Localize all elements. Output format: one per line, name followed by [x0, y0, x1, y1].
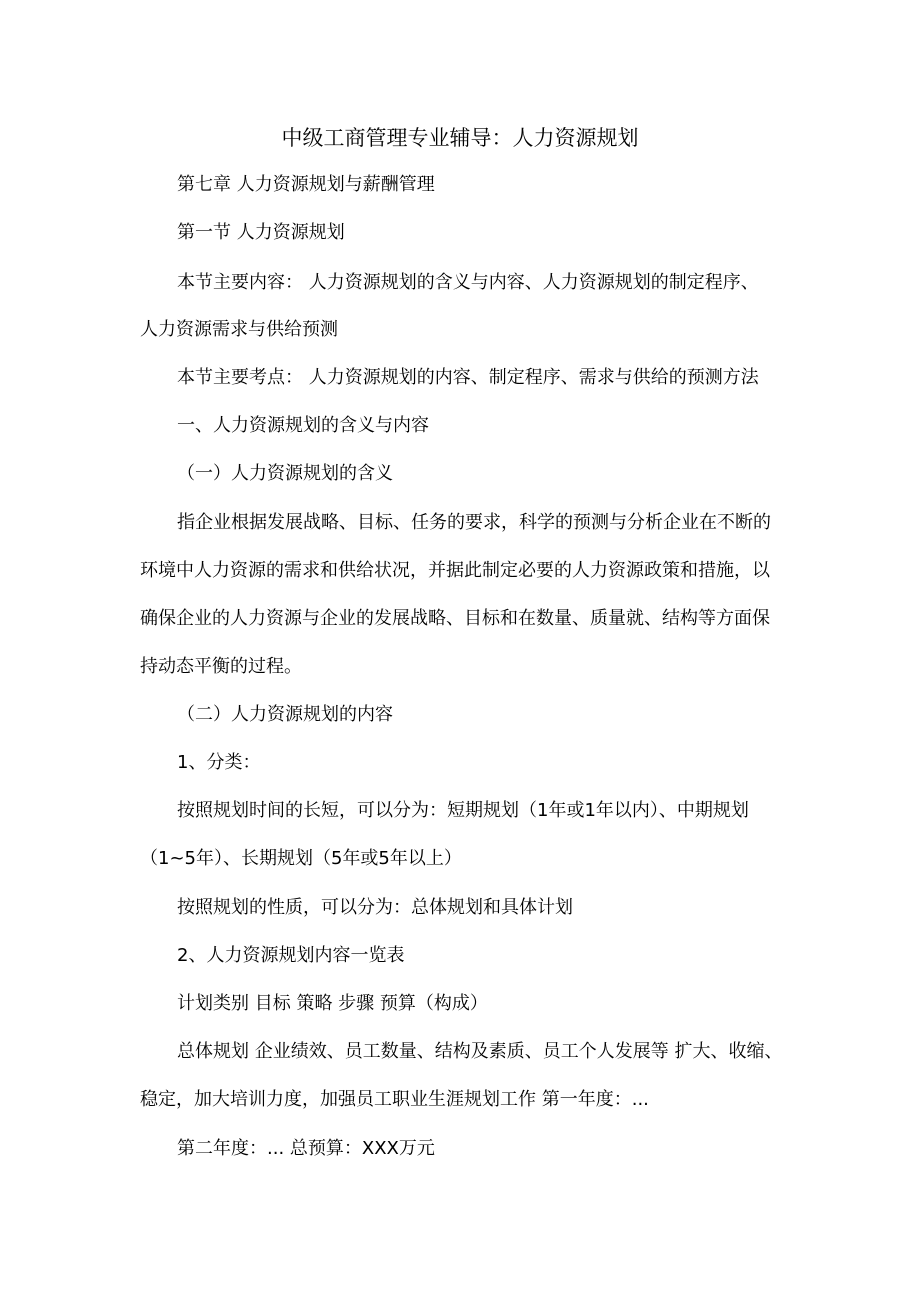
- paragraph-line: 环境中人力资源的需求和供给状况，并据此制定必要的人力资源政策和措施，以: [140, 560, 770, 581]
- subheading-1-1: （一）人力资源规划的含义: [177, 463, 393, 484]
- table-header-line: 计划类别 目标 策略 步骤 预算（构成）: [177, 993, 488, 1014]
- key-points-line: 本节主要考点： 人力资源规划的内容、制定程序、需求与供给的预测方法: [177, 367, 759, 388]
- list-item-heading: 2、人力资源规划内容一览表: [177, 945, 405, 966]
- main-content-line: 本节主要内容： 人力资源规划的含义与内容、人力资源规划的制定程序、: [177, 272, 759, 293]
- subheading-1: 一、人力资源规划的含义与内容: [177, 415, 429, 436]
- table-row-line: 第二年度：... 总预算：XXX万元: [177, 1138, 435, 1159]
- table-row-line: 总体规划 企业绩效、员工数量、结构及素质、员工个人发展等 扩大、收缩、: [177, 1041, 783, 1062]
- chapter-heading: 第七章 人力资源规划与薪酬管理: [177, 174, 435, 195]
- subheading-1-2: （二）人力资源规划的内容: [177, 704, 393, 725]
- paragraph-line: 确保企业的人力资源与企业的发展战略、目标和在数量、质量就、结构等方面保: [140, 608, 770, 629]
- paragraph-line: 按照规划的性质，可以分为：总体规划和具体计划: [177, 897, 573, 918]
- paragraph-line: 指企业根据发展战略、目标、任务的要求，科学的预测与分析企业在不断的: [177, 512, 771, 533]
- list-item-heading: 1、分类：: [177, 752, 261, 773]
- document-title: 中级工商管理专业辅导：人力资源规划: [281, 126, 639, 150]
- paragraph-line: 持动态平衡的过程。: [140, 656, 302, 677]
- table-row-line: 稳定，加大培训力度，加强员工职业生涯规划工作 第一年度：...: [140, 1089, 649, 1110]
- section-heading: 第一节 人力资源规划: [177, 222, 345, 243]
- paragraph-line: （1~5年）、长期规划（5年或5年以上）: [140, 848, 462, 869]
- main-content-line-cont: 人力资源需求与供给预测: [140, 319, 338, 340]
- paragraph-line: 按照规划时间的长短，可以分为：短期规划（1年或1年以内）、中期规划: [177, 800, 749, 821]
